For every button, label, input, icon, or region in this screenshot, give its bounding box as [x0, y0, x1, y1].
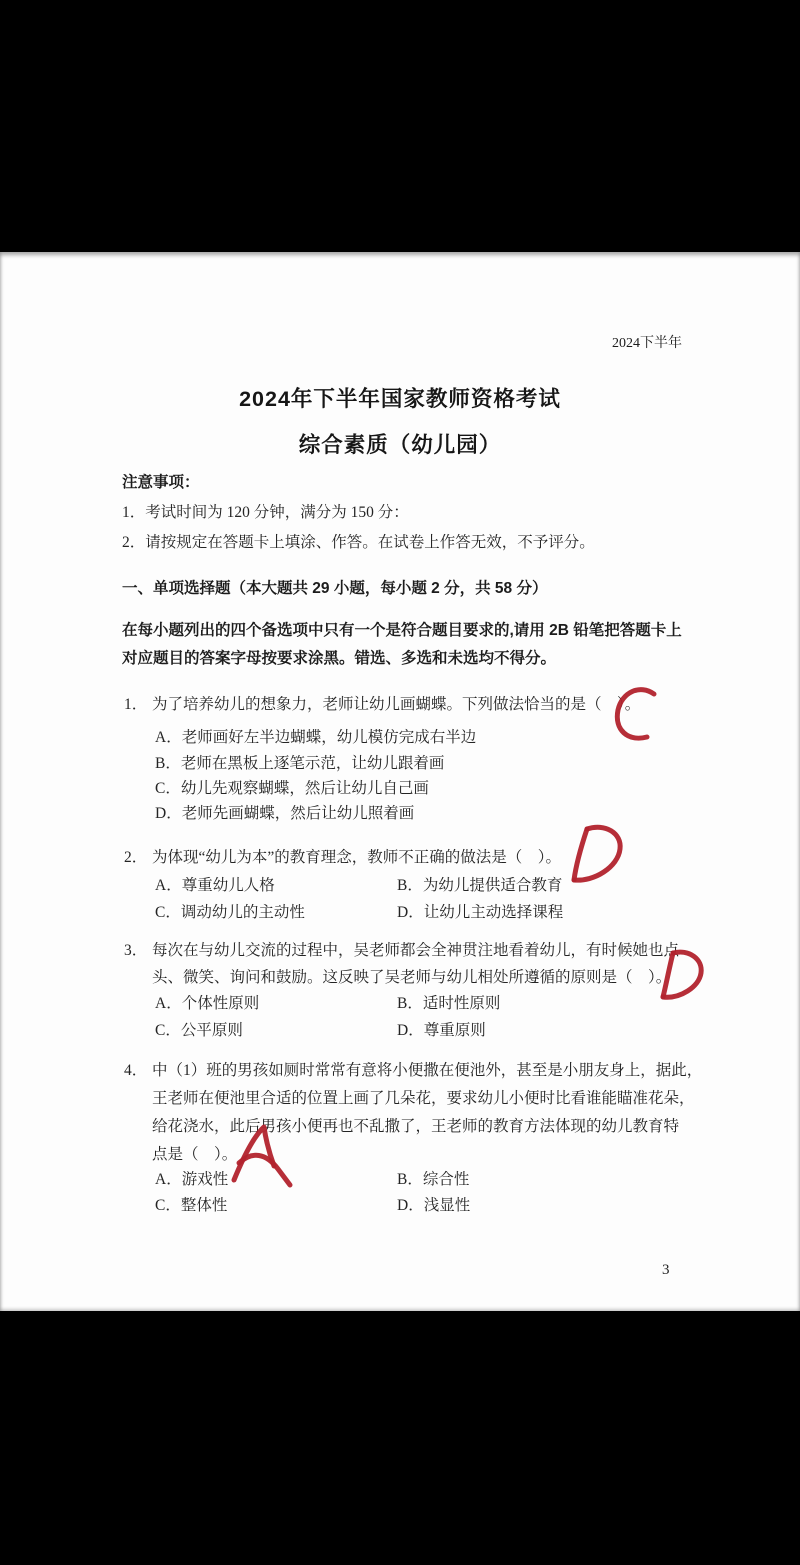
question-2-number: 2．: [124, 849, 148, 866]
question-3-number: 3．: [124, 942, 148, 959]
exam-subtitle: 综合素质（幼儿园）: [298, 433, 502, 457]
question-1-stem: 为了培养幼儿的想象力，老师让幼儿画蝴蝶。下列做法恰当的是（ ）。: [152, 696, 641, 713]
letterbox-top-bar: [0, 0, 800, 252]
question-4-stem-line-4: 点是（ ）。: [152, 1146, 238, 1163]
section-instructions-line-2: 对应题目的答案字母按要求涂黑。错选、多选和未选均不得分。: [122, 650, 557, 667]
question-4-number: 4．: [124, 1062, 148, 1079]
question-4-option-c: C．整体性: [155, 1197, 228, 1214]
question-4-stem-line-3: 给花浇水，此后男孩小便再也不乱撒了，王老师的教育方法体现的幼儿教育特: [152, 1118, 680, 1135]
notice-heading: 注意事项：: [122, 474, 200, 491]
section-instructions-line-1: 在每小题列出的四个备选项中只有一个是符合题目要求的,请用 2B 铅笔把答题卡上: [122, 622, 682, 639]
question-3-option-d: D．尊重原则: [397, 1022, 486, 1039]
question-2-option-d: D．让幼儿主动选择课程: [397, 904, 564, 921]
question-3-option-c: C．公平原则: [155, 1022, 243, 1039]
question-2-option-b: B．为幼儿提供适合教育: [397, 877, 563, 894]
corner-label: 2024下半年: [612, 336, 682, 351]
question-4-stem-line-1: 中（1）班的男孩如厕时常常有意将小便撒在便池外，甚至是小朋友身上，据此，: [152, 1062, 703, 1079]
question-3-option-a: A．个体性原则: [155, 995, 260, 1012]
page-number: 3: [662, 1262, 670, 1278]
exam-title: 2024年下半年国家教师资格考试: [239, 387, 561, 411]
question-2-stem: 为体现“幼儿为本”的教育理念，教师不正确的做法是（ ）。: [152, 849, 562, 866]
question-1-option-b: B．老师在黑板上逐笔示范，让幼儿跟着画: [155, 755, 445, 772]
question-3-stem-line-1: 每次在与幼儿交流的过程中，吴老师都会全神贯注地看着幼儿，有时候她也点: [152, 942, 680, 959]
question-4-option-d: D．浅显性: [397, 1197, 471, 1214]
question-2-option-a: A．尊重幼儿人格: [155, 877, 275, 894]
document-page: [0, 252, 800, 1311]
question-3-stem-line-2: 头、微笑、询问和鼓励。这反映了吴老师与幼儿相处所遵循的原则是（ ）。: [152, 969, 672, 986]
notice-item-2: 2．请按规定在答题卡上填涂、作答。在试卷上作答无效，不予评分。: [122, 534, 595, 551]
question-1-option-a: A．老师画好左半边蝴蝶，幼儿模仿完成右半边: [155, 729, 477, 746]
question-2-option-c: C．调动幼儿的主动性: [155, 904, 305, 921]
notice-item-1: 1．考试时间为 120 分钟，满分为 150 分：: [122, 504, 409, 521]
question-4-option-b: B．综合性: [397, 1171, 470, 1188]
question-1-number: 1．: [124, 696, 148, 713]
question-4-option-a: A．游戏性: [155, 1171, 229, 1188]
letterbox-bottom-bar: [0, 1311, 800, 1565]
question-4-stem-line-2: 王老师在便池里合适的位置上画了几朵花，要求幼儿小便时比看谁能瞄准花朵，: [152, 1090, 695, 1107]
section-heading: 一、单项选择题（本大题共 29 小题，每小题 2 分，共 58 分）: [122, 580, 548, 597]
question-1-option-c: C．幼儿先观察蝴蝶，然后让幼儿自己画: [155, 780, 429, 797]
question-1-option-d: D．老师先画蝴蝶，然后让幼儿照着画: [155, 805, 415, 822]
question-3-option-b: B．适时性原则: [397, 995, 501, 1012]
